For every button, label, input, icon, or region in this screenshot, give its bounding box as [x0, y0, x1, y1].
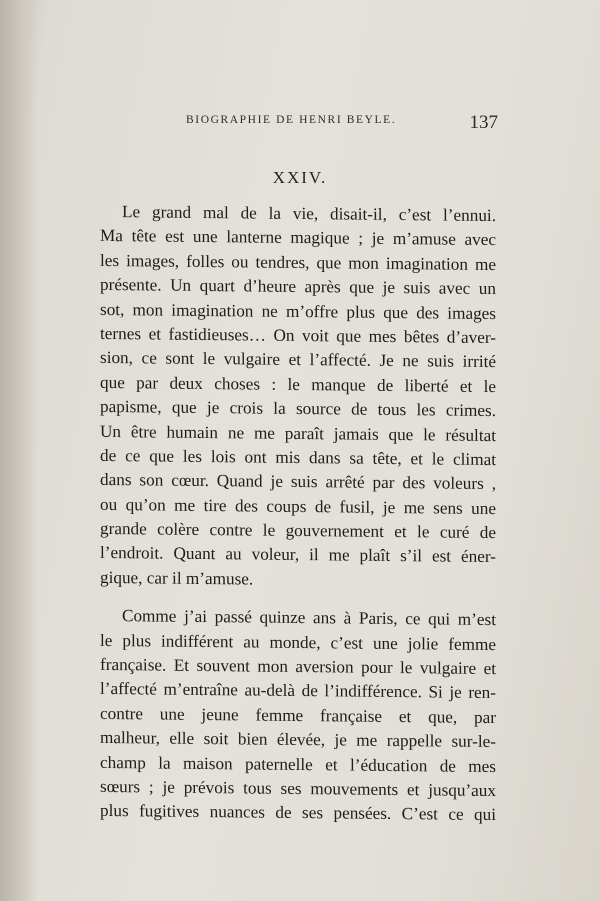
text-line: présente. Un quart d’heure après que je suis avec un — [100, 275, 496, 299]
text-line: Ma tête est une lanterne magique ; je m’amuse avec — [100, 226, 496, 250]
text-line: Le grand mal de la vie, disait-il, c’est l’ennui. — [122, 202, 496, 226]
text-line: contre une jeune femme française et que, par — [100, 703, 496, 727]
text-line: sœurs ; je prévois tous ses mouvements et jusqu’aux — [100, 776, 496, 801]
text-line: Un être humain ne me paraît jamais que le résultat — [100, 421, 496, 445]
text-line: champ la maison paternelle et l’éducation de mes — [100, 752, 496, 776]
text-line: malheur, elle soit bien élevée, je me rappelle sur-le- — [100, 728, 496, 752]
text-line: de ce que les lois ont mis dans sa tête, et le climat — [100, 445, 496, 469]
text-line: plus fugitives nuances de ses pensées. C’est ce qui — [100, 801, 496, 825]
text-line: l’endroit. Quant au voleur, il me plaît s’il est éner- — [100, 543, 496, 567]
text-line: sion, ce sont le vulgaire et l’affecté. Je ne suis irrité — [100, 348, 496, 372]
chapter-heading: XXIV. — [272, 168, 328, 187]
page-header — [186, 112, 506, 142]
text-line: les images, folles ou tendres, que mon imagination me — [100, 250, 496, 274]
running-head: BIOGRAPHIE DE HENRI BEYLE. — [186, 114, 397, 126]
text-line: papisme, que je crois la source de tous les crimes. — [100, 397, 496, 421]
text-line: gique, car il m’amuse. — [100, 567, 254, 589]
text-line: Comme j’ai passé quinze ans à Paris, ce qui m’est — [122, 606, 496, 630]
text-line: ou qu’on me tire des coups de fusil, je me sens une — [100, 494, 496, 518]
text-line: sot, mon imagination ne m’offre plus que des images — [100, 299, 496, 323]
text-line: grande colère contre le gouvernement et le curé de — [100, 519, 496, 543]
text-line: française. Et souvent mon aversion pour le vulgaire et — [100, 654, 496, 679]
text-line: le plus indifférent au monde, c’est une jolie femme — [100, 630, 496, 654]
text-line: l’affecté m’entraîne au-delà de l’indifférence. Si je ren- — [100, 679, 496, 703]
page-number: 137 — [469, 112, 498, 133]
page-gutter-shadow — [0, 0, 38, 901]
text-line: que par deux choses : le manque de liberté et le — [100, 372, 496, 396]
text-line: dans son cœur. Quand je suis arrêté par des voleurs , — [100, 470, 496, 494]
text-line: ternes et fastidieuses… On voit que mes bêtes d’aver- — [100, 323, 496, 348]
body-text — [100, 202, 496, 826]
